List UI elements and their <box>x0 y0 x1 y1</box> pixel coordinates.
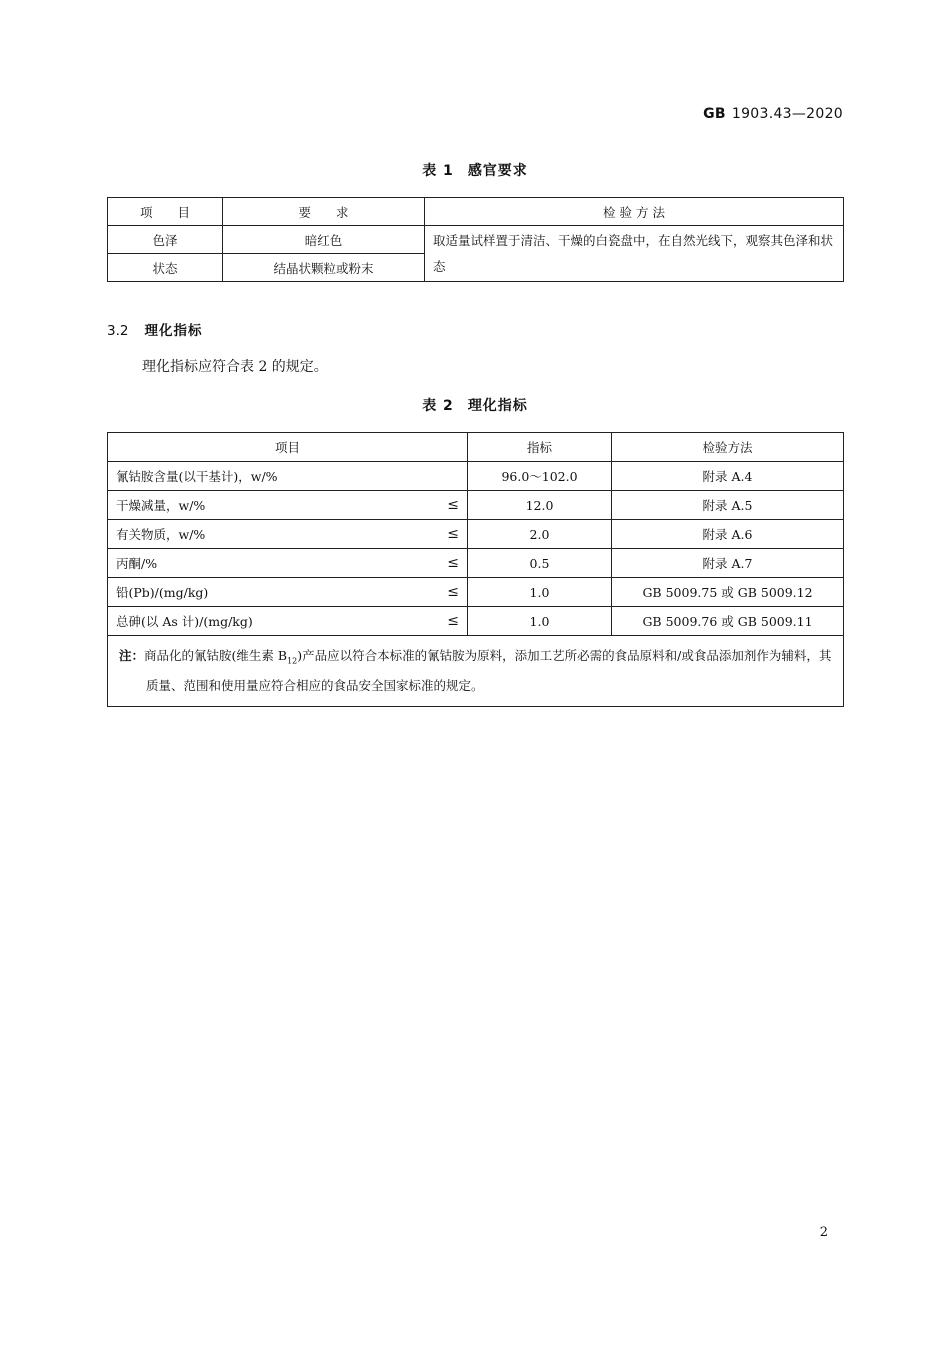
table2-caption-number: 表 2 <box>422 398 454 414</box>
row-method: 附录 A.7 <box>612 549 844 578</box>
row-method: 取适量试样置于清洁、干燥的白瓷盘中，在自然光线下，观察其色泽和状态 <box>425 226 844 282</box>
standard-prefix: GB <box>703 106 726 122</box>
table1-caption <box>0 160 950 180</box>
header-requirement: 要 求 <box>223 198 425 226</box>
row-method: 附录 A.5 <box>612 491 844 520</box>
table1-caption-title: 感官要求 <box>467 163 528 179</box>
table-row <box>108 607 844 636</box>
section-heading <box>107 319 202 339</box>
section-number: 3.2 <box>107 323 129 339</box>
table2-caption-title: 理化指标 <box>467 398 528 414</box>
row-method: 附录 A.4 <box>612 462 844 491</box>
table-row <box>108 578 844 607</box>
table-row <box>108 226 844 254</box>
table-row <box>108 520 844 549</box>
row-value: 1.0 <box>468 607 612 636</box>
table1-caption-number: 表 1 <box>422 163 454 179</box>
row-item: 氰钴胺含量(以干基计)，w/% <box>108 462 468 491</box>
row-value: 0.5 <box>468 549 612 578</box>
header-item: 项目 <box>108 433 468 462</box>
row-item: 有关物质，w/% <box>116 527 206 542</box>
row-item-cell <box>108 491 468 520</box>
note-subscript: 12 <box>287 656 298 666</box>
leq-symbol: ≤ <box>447 526 459 542</box>
row-item: 状态 <box>108 254 223 282</box>
note-label: 注： <box>119 648 145 663</box>
leq-symbol: ≤ <box>447 497 459 513</box>
leq-symbol: ≤ <box>447 584 459 600</box>
row-item: 色泽 <box>108 226 223 254</box>
row-requirement: 结晶状颗粒或粉末 <box>223 254 425 282</box>
row-requirement: 暗红色 <box>223 226 425 254</box>
header-method: 检验方法 <box>612 433 844 462</box>
leq-symbol: ≤ <box>447 613 459 629</box>
row-method: 附录 A.6 <box>612 520 844 549</box>
table-header-row <box>108 198 844 226</box>
row-value: 96.0～102.0 <box>468 462 612 491</box>
table2-caption <box>0 395 950 415</box>
row-value: 2.0 <box>468 520 612 549</box>
row-item-cell <box>108 607 468 636</box>
row-value: 1.0 <box>468 578 612 607</box>
header-indicator: 指标 <box>468 433 612 462</box>
row-item-cell <box>108 520 468 549</box>
table-row <box>108 549 844 578</box>
row-method: GB 5009.75 或 GB 5009.12 <box>612 578 844 607</box>
table-row <box>108 491 844 520</box>
table-header-row <box>108 433 844 462</box>
section-title: 理化指标 <box>144 323 203 339</box>
note-text-b: )产品应以符合本标准的氰钴胺为原料，添加工艺所必需的食品原料和/或食品添加剂作为辅料，其质量、范围和使用量应符合相应的食品安全国家标准的规定。 <box>146 648 832 693</box>
note-row <box>108 636 844 707</box>
row-item-cell <box>108 549 468 578</box>
standard-code <box>703 106 843 122</box>
leq-symbol: ≤ <box>447 555 459 571</box>
row-value: 12.0 <box>468 491 612 520</box>
header-item: 项 目 <box>108 198 223 226</box>
physicochemical-indicators-table <box>107 432 844 707</box>
row-item: 总砷(以 As 计)/(mg/kg) <box>116 614 253 629</box>
note-text-a: 商品化的氰钴胺(维生素 B <box>144 648 288 663</box>
page-number: 2 <box>819 1225 828 1240</box>
table-note <box>108 636 844 707</box>
row-item-cell <box>108 578 468 607</box>
row-item: 铅(Pb)/(mg/kg) <box>116 585 209 600</box>
row-item: 丙酮/% <box>116 556 158 571</box>
section-paragraph: 理化指标应符合表 2 的规定。 <box>142 359 328 375</box>
row-item: 干燥减量，w/% <box>116 498 206 513</box>
sensory-requirements-table <box>107 197 844 282</box>
header-method: 检 验 方 法 <box>425 198 844 226</box>
standard-number: 1903.43—2020 <box>731 106 843 122</box>
table-row <box>108 462 844 491</box>
row-method: GB 5009.76 或 GB 5009.11 <box>612 607 844 636</box>
